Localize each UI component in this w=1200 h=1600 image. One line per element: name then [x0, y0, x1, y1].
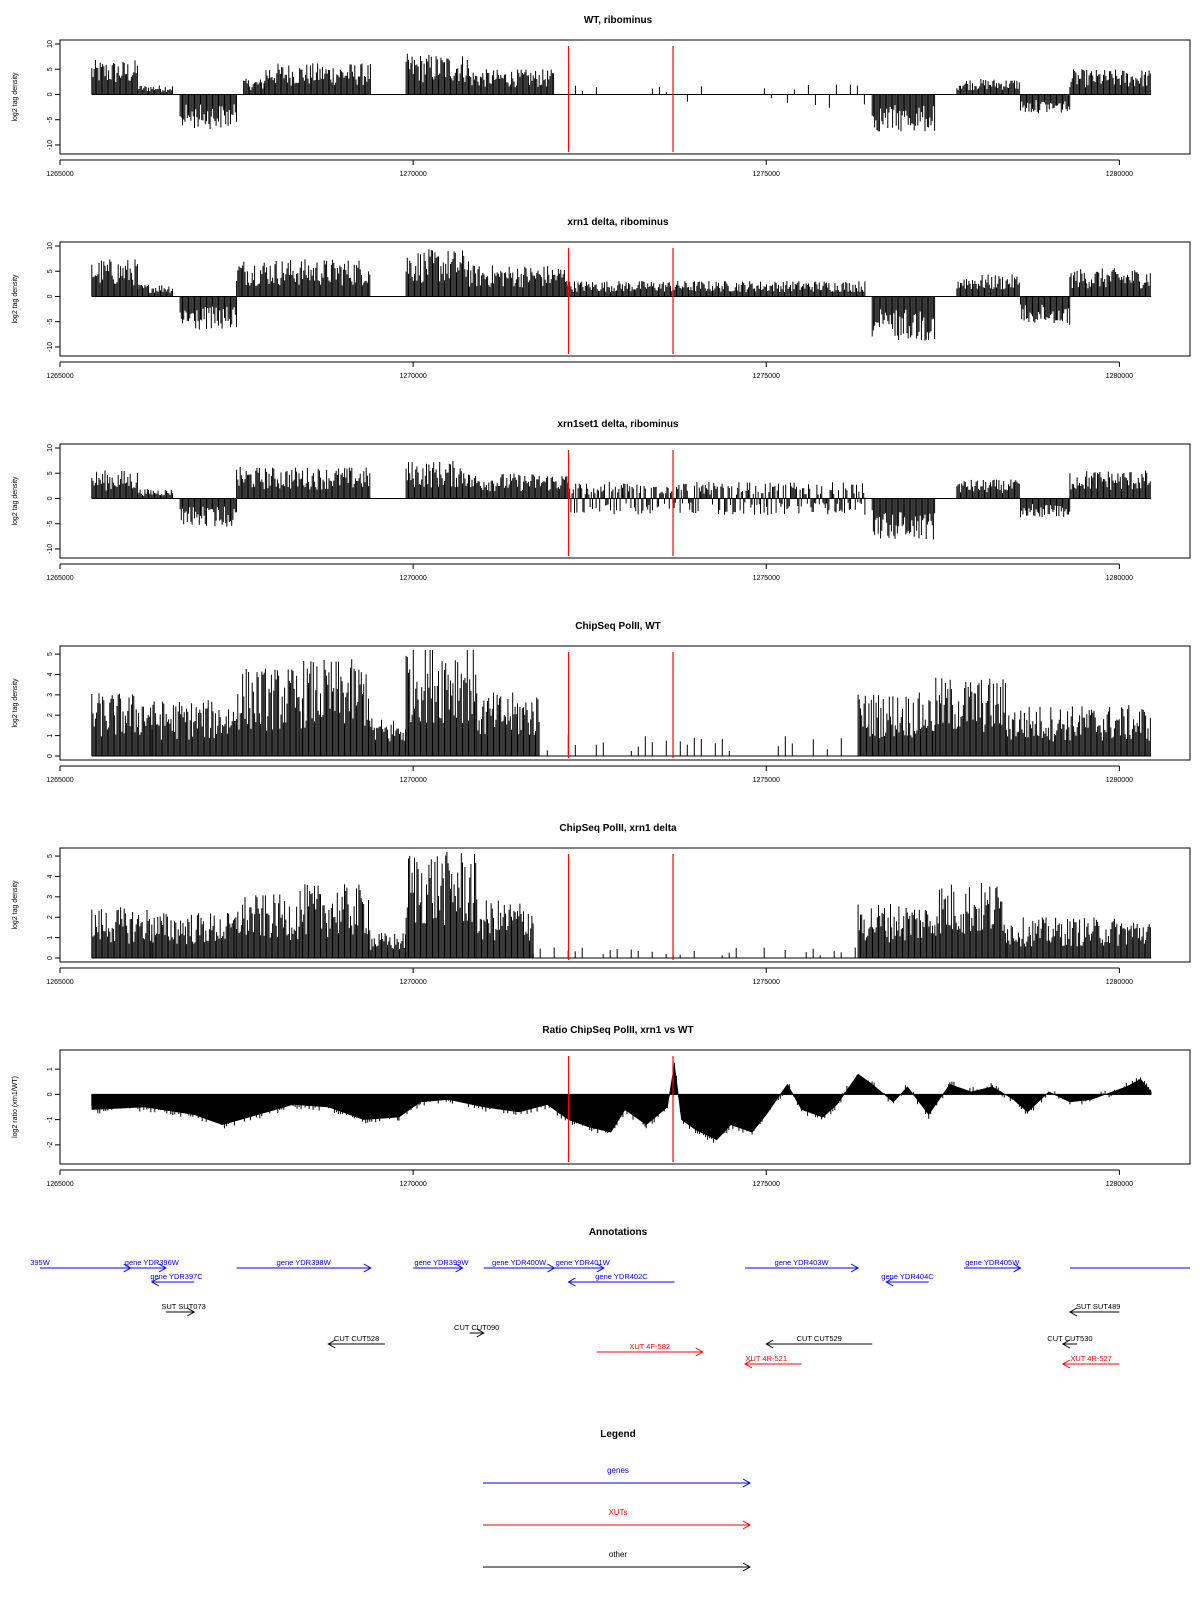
- chart-panel-3: [12, 419, 1190, 582]
- y-axis-label: log2 ratio (xrn1/WT): [12, 1076, 19, 1138]
- x-tick-label: 1270000: [399, 777, 427, 784]
- x-tick-label: 1265000: [46, 777, 74, 784]
- chart-panel-1: [12, 15, 1190, 178]
- x-axis: [46, 564, 1133, 582]
- others-label: CUT CUT529: [796, 1334, 842, 1343]
- data-series: [92, 54, 1151, 132]
- chart-title: ChipSeq PolII, xrn1 delta: [559, 823, 677, 834]
- y-axis-label: log2 tag density: [12, 678, 19, 728]
- x-axis: [46, 160, 1133, 178]
- y-axis: [47, 652, 60, 758]
- legend-label: other: [608, 1550, 628, 1559]
- data-series: [92, 1063, 1151, 1143]
- annotations-title: Annotations: [588, 1227, 648, 1238]
- y-tick-label: -5: [47, 116, 54, 123]
- others-label: SUT SUT073: [161, 1302, 206, 1311]
- y-tick-label: 10: [47, 444, 54, 452]
- y-tick-label: -10: [47, 543, 54, 555]
- x-tick-label: 1270000: [399, 575, 427, 582]
- legend: [483, 1429, 750, 1571]
- genes-label: gene YDR404C: [881, 1272, 934, 1281]
- chart-panel-2: [12, 217, 1190, 380]
- genes-label: gene YDR400W: [492, 1258, 547, 1267]
- chart-panel-6: [12, 1025, 1190, 1188]
- legend-arrow: [483, 1563, 750, 1571]
- y-tick-label: -2: [47, 1141, 54, 1148]
- x-axis: [46, 1170, 1133, 1188]
- y-tick-label: -10: [47, 139, 54, 151]
- others-label: CUT CUT528: [333, 1334, 380, 1343]
- chart-title: ChipSeq PolII, WT: [575, 621, 661, 632]
- y-axis-label: log2 tag density: [12, 476, 19, 526]
- y-axis-label: log2 tag density: [12, 72, 19, 122]
- y-tick-label: 1: [47, 935, 54, 940]
- x-tick-label: 1275000: [752, 575, 780, 582]
- x-axis: [46, 766, 1133, 784]
- y-axis: [47, 444, 60, 554]
- others-label: SUT SUT489: [1075, 1302, 1121, 1311]
- genes-label: gene YDR398W: [276, 1258, 331, 1267]
- y-tick-label: 10: [47, 40, 54, 48]
- x-tick-label: 1275000: [752, 171, 780, 178]
- y-tick-label: 4: [47, 874, 54, 879]
- chart-title: xrn1set1 delta, ribominus: [557, 419, 679, 430]
- x-tick-label: 1280000: [1105, 979, 1134, 986]
- x-tick-label: 1270000: [399, 373, 427, 380]
- chart-title: WT, ribominus: [583, 15, 653, 26]
- others-label: CUT CUT530: [1047, 1334, 1093, 1343]
- y-axis: [47, 854, 60, 960]
- x-tick-label: 1280000: [1105, 575, 1134, 582]
- xuts-label: XUT 4F-582: [629, 1342, 671, 1351]
- data-series: [92, 650, 1151, 756]
- data-series: [92, 852, 1151, 958]
- y-tick-label: 3: [47, 894, 54, 899]
- x-tick-label: 1275000: [752, 777, 780, 784]
- x-tick-label: 1265000: [46, 575, 74, 582]
- y-tick-label: 10: [47, 242, 54, 250]
- genes-label: gene YDR396W: [124, 1258, 179, 1267]
- y-axis: [47, 1067, 60, 1148]
- x-tick-label: 1265000: [46, 171, 74, 178]
- chart-title: xrn1 delta, ribominus: [567, 217, 669, 228]
- x-tick-label: 1270000: [399, 171, 427, 178]
- chart-panel-5: [12, 823, 1190, 986]
- legend-title: Legend: [600, 1429, 636, 1440]
- x-tick-label: 1270000: [399, 1181, 427, 1188]
- xuts-label: XUT 4R-521: [745, 1354, 788, 1363]
- y-tick-label: 5: [47, 67, 54, 72]
- genes-label: gene YDR397C: [150, 1272, 203, 1281]
- legend-arrow: [483, 1479, 750, 1487]
- y-tick-label: 5: [47, 269, 54, 274]
- x-tick-label: 1275000: [752, 979, 780, 986]
- chart-panel-4: [12, 621, 1190, 784]
- y-axis: [47, 242, 60, 352]
- y-tick-label: 4: [47, 672, 54, 677]
- genes-label: gene YDR403W: [774, 1258, 829, 1267]
- y-tick-label: 5: [47, 471, 54, 476]
- genes-feature: [40, 1264, 131, 1272]
- y-tick-label: -5: [47, 520, 54, 527]
- y-tick-label: 5: [47, 854, 54, 859]
- y-tick-label: 0: [47, 754, 54, 758]
- x-tick-label: 1280000: [1105, 1181, 1134, 1188]
- y-axis-label: log2 tag density: [12, 274, 19, 324]
- y-tick-label: 0: [47, 1092, 54, 1097]
- y-tick-label: 0: [47, 496, 54, 501]
- x-tick-label: 1270000: [399, 979, 427, 986]
- x-axis: [46, 362, 1133, 380]
- y-tick-label: -5: [47, 318, 54, 325]
- y-tick-label: 1: [47, 733, 54, 738]
- chart-title: Ratio ChipSeq PolII, xrn1 vs WT: [542, 1025, 694, 1036]
- xuts-label: XUT 4R-527: [1070, 1354, 1112, 1363]
- y-tick-label: 2: [47, 915, 54, 920]
- y-tick-label: 5: [47, 652, 54, 657]
- genes-label: gene YDR401W: [555, 1258, 610, 1267]
- y-tick-label: 0: [47, 92, 54, 97]
- x-tick-label: 1265000: [46, 1181, 74, 1188]
- genes-label: gene YDR405W: [965, 1258, 1020, 1267]
- y-tick-label: 1: [47, 1067, 54, 1072]
- genes-label: gene YDR402C: [595, 1272, 648, 1281]
- annotations-panel: [30, 1227, 1190, 1368]
- y-tick-label: 0: [47, 956, 54, 960]
- x-tick-label: 1265000: [46, 373, 74, 380]
- y-axis: [47, 40, 60, 150]
- x-tick-label: 1280000: [1105, 171, 1134, 178]
- y-tick-label: -1: [47, 1116, 54, 1123]
- x-tick-label: 1280000: [1105, 777, 1134, 784]
- x-tick-label: 1275000: [752, 1181, 780, 1188]
- y-tick-label: 0: [47, 294, 54, 299]
- data-series: [92, 461, 1151, 539]
- y-tick-label: 2: [47, 713, 54, 718]
- x-tick-label: 1280000: [1105, 373, 1134, 380]
- others-label: CUT CUT090: [454, 1323, 500, 1332]
- y-tick-label: 3: [47, 692, 54, 697]
- y-tick-label: -10: [47, 341, 54, 353]
- legend-arrow: [483, 1521, 750, 1529]
- genes-label: gene YDR399W: [414, 1258, 469, 1267]
- x-tick-label: 1265000: [46, 979, 74, 986]
- x-axis: [46, 968, 1133, 986]
- x-tick-label: 1275000: [752, 373, 780, 380]
- legend-label: genes: [607, 1466, 629, 1475]
- legend-label: XUTs: [608, 1508, 628, 1517]
- y-axis-label: log2 tag density: [12, 880, 19, 930]
- genes-label: 395W: [30, 1258, 50, 1267]
- data-series: [92, 249, 1151, 340]
